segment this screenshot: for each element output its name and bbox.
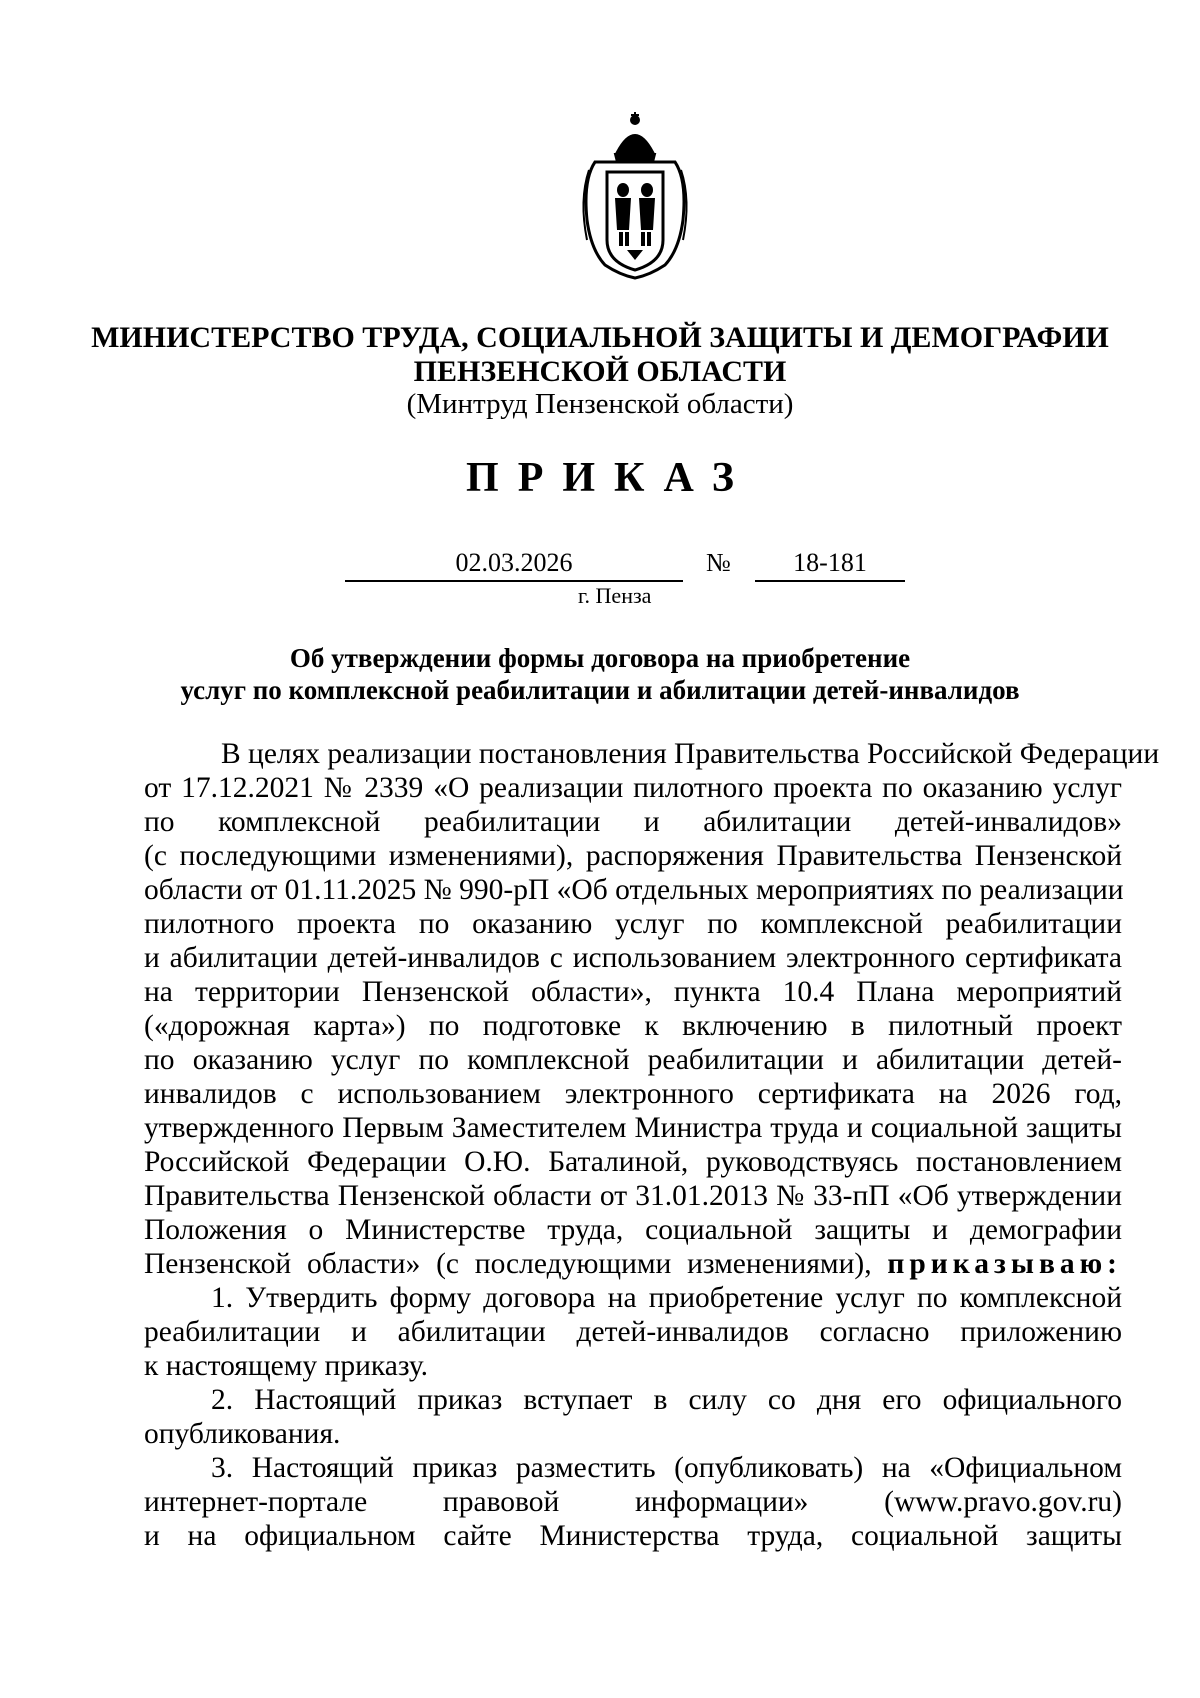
item1-line: реабилитации и абилитации детей-инвалидов согласно приложению bbox=[144, 1316, 1122, 1348]
item1-line: 1. Утвердить форму договора на приобретение услуг по комплексной bbox=[211, 1282, 1122, 1314]
body-line: (с последующими изменениями), распоряжения Правительства Пензенской bbox=[144, 840, 1122, 872]
item2-line: 2. Настоящий приказ вступает в силу со дня его официального bbox=[211, 1384, 1122, 1416]
item3-line: интернет-портале правовой информации» (www.pravo.gov.ru) bbox=[144, 1486, 1122, 1518]
item2-line: опубликования. bbox=[144, 1418, 341, 1450]
number-underline bbox=[755, 580, 905, 582]
body-line-prefix: Пензенской области» (с последующими изменениями), bbox=[144, 1248, 872, 1280]
order-city: г. Пенза bbox=[578, 583, 652, 608]
body-line: от 17.12.2021 № 2339 «О реализации пилотного проекта по оказанию услуг bbox=[144, 772, 1122, 804]
item3-line: и на официальном сайте Министерства труда, социальной защиты bbox=[144, 1520, 1122, 1552]
body-line: по оказанию услуг по комплексной реабилитации и абилитации детей- bbox=[144, 1044, 1122, 1076]
body-line: на территории Пензенской области», пункта 10.4 Плана мероприятий bbox=[144, 976, 1122, 1008]
subject-line1: Об утверждении формы договора на приобретение bbox=[289, 643, 911, 673]
body-line: Правительства Пензенской области от 31.01.2013 № 33-пП «Об утверждении bbox=[144, 1180, 1122, 1212]
body-line: Российской Федерации О.Ю. Баталиной, руководствуясь постановлением bbox=[144, 1146, 1122, 1178]
date-underline bbox=[345, 580, 683, 582]
order-date: 02.03.2026 bbox=[455, 548, 573, 577]
subject-line2: услуг по комплексной реабилитации и абилитации детей-инвалидов bbox=[180, 675, 1020, 705]
ministry-name-line1: МИНИСТЕРСТВО ТРУДА, СОЦИАЛЬНОЙ ЗАЩИТЫ И ДЕМОГРАФИИ bbox=[91, 321, 1109, 354]
body-line: области от 01.11.2025 № 990-рП «Об отдельных мероприятиях по реализации bbox=[144, 874, 1124, 906]
body-line: и абилитации детей-инвалидов с использованием электронного сертификата bbox=[144, 942, 1122, 974]
body-line: пилотного проекта по оказанию услуг по комплексной реабилитации bbox=[144, 908, 1122, 940]
item1-line: к настоящему приказу. bbox=[144, 1350, 429, 1382]
body-line: В целях реализации постановления Правительства Российской Федерации bbox=[221, 738, 1160, 770]
command-word: приказываю: bbox=[887, 1248, 1122, 1280]
body-line: инвалидов с использованием электронного сертификата на 2026 год, bbox=[144, 1078, 1122, 1110]
number-sign: № bbox=[706, 548, 731, 577]
body-line: Положения о Министерстве труда, социальной защиты и демографии bbox=[144, 1214, 1122, 1246]
body-line-command bbox=[144, 1247, 1122, 1281]
coat-of-arms-icon bbox=[575, 110, 695, 280]
order-body bbox=[144, 737, 1160, 1553]
document-type-heading: ПРИКАЗ bbox=[466, 455, 753, 501]
body-line: («дорожная карта») по подготовке к включению в пилотный проект bbox=[144, 1010, 1122, 1042]
ministry-short-name: (Минтруд Пензенской области) bbox=[406, 388, 794, 420]
order-number: 18-181 bbox=[793, 548, 867, 577]
ministry-name-line2: ПЕНЗЕНСКОЙ ОБЛАСТИ bbox=[413, 355, 787, 388]
body-line: утвержденного Первым Заместителем Министра труда и социальной защиты bbox=[144, 1112, 1122, 1144]
item3-line: 3. Настоящий приказ разместить (опубликовать) на «Официальном bbox=[211, 1452, 1122, 1484]
body-line: по комплексной реабилитации и абилитации детей-инвалидов» bbox=[144, 806, 1122, 838]
